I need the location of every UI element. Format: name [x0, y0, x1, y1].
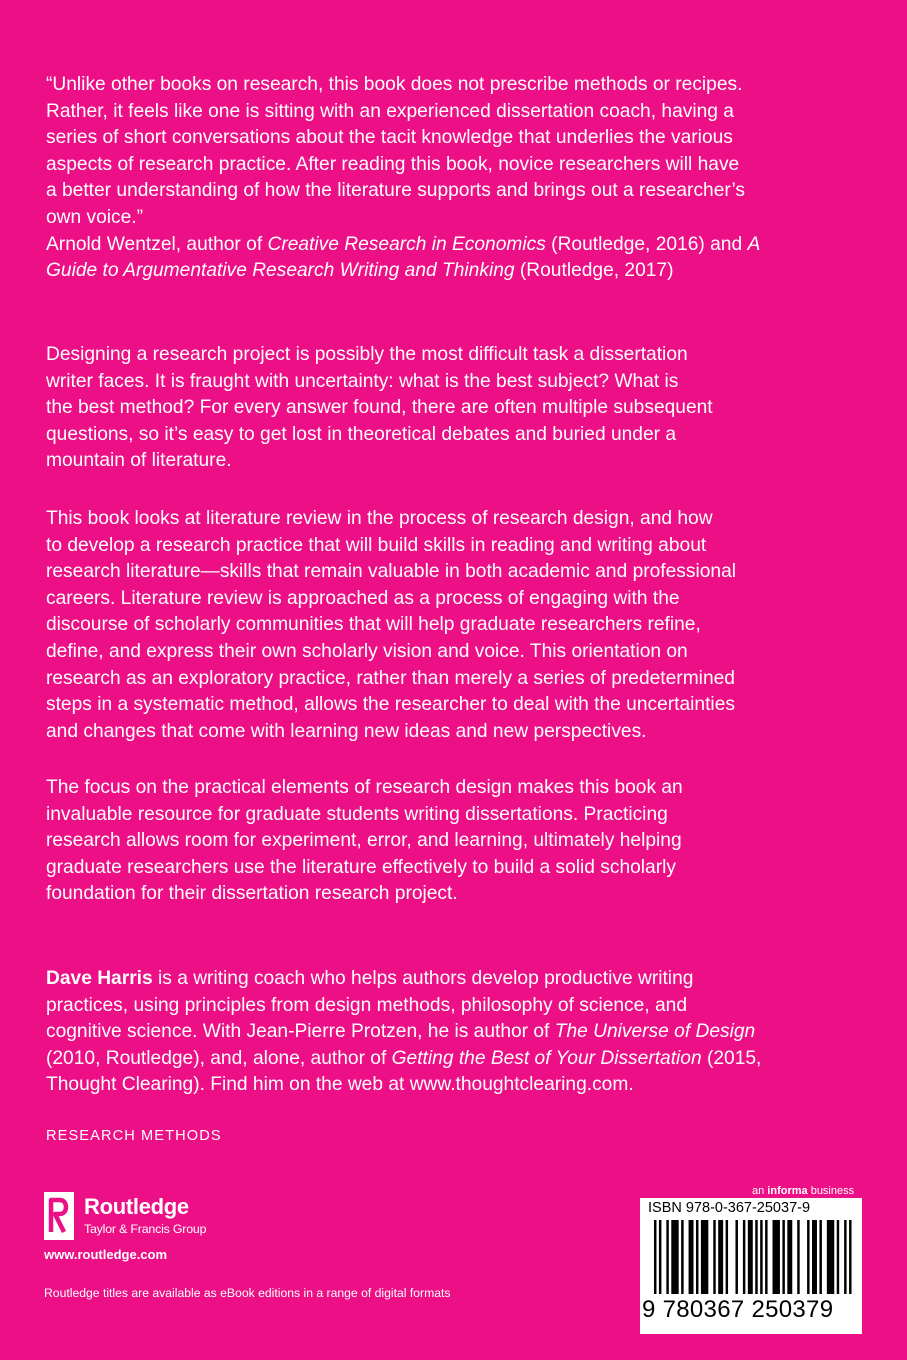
- text-line: and changes that come with learning new ideas and new perspectives.: [46, 720, 647, 742]
- text-line: Thought Clearing). Find him on the web at www.thoughtclearing.com.: [46, 1074, 634, 1096]
- text-line: The focus on the practical elements of research design makes this book an: [46, 777, 683, 798]
- text-line: discourse of scholarly communities that will help graduate researchers refine,: [46, 614, 701, 636]
- author-bio: [46, 966, 876, 1099]
- barcode-bar: [681, 1220, 683, 1294]
- quote-line: aspects of research practice. After reading this book, novice researchers will have: [46, 153, 740, 175]
- category-label: RESEARCH METHODS: [46, 1128, 222, 1144]
- barcode-bar: [849, 1220, 851, 1294]
- endorsement-quote: [46, 72, 876, 285]
- bio-text: cognitive science. With Jean-Pierre Protzen, he is author of: [46, 1021, 555, 1043]
- barcode-bars-icon: [654, 1220, 854, 1294]
- publisher-name: Routledge: [84, 1194, 189, 1219]
- quote-line: Rather, it feels like one is sitting with an experienced dissertation coach, having a: [46, 100, 734, 122]
- quote-line: own voice.”: [46, 206, 144, 228]
- text-line: the best method? For every answer found, there are often multiple subsequent: [46, 397, 713, 419]
- publisher-group: Taylor & Francis Group: [84, 1222, 207, 1236]
- text-line: [46, 1019, 876, 1046]
- text-line: foundation for their dissertation research project.: [46, 883, 458, 905]
- barcode-bar: [696, 1220, 698, 1294]
- text-line: steps in a systematic method, allows the researcher to deal with the uncertainties: [46, 694, 735, 716]
- quote-line: “Unlike other books on research, this book does not prescribe methods or recipes.: [46, 74, 743, 95]
- barcode-bar: [735, 1220, 737, 1294]
- text-line: research literature—skills that remain valuable in both academic and professional: [46, 561, 737, 583]
- barcode-bar: [755, 1220, 757, 1294]
- barcode-bar: [713, 1220, 715, 1294]
- description-paragraph-2: [46, 506, 876, 745]
- ebook-note: Routledge titles are available as eBook editions in a range of digital formats: [44, 1286, 451, 1300]
- book-title: A: [747, 233, 761, 255]
- text-line: [46, 1046, 876, 1073]
- informa-suffix: business: [807, 1185, 855, 1197]
- barcode-bar: [671, 1220, 678, 1294]
- barcode-bar: [812, 1220, 817, 1294]
- quote-attribution: [46, 258, 876, 285]
- barcode-bar: [666, 1220, 668, 1294]
- text-line: mountain of literature.: [46, 450, 232, 472]
- text-line: practices, using principles from design methods, philosophy of science, and: [46, 994, 687, 1016]
- text-line: research allows room for experiment, error, and learning, ultimately helping: [46, 830, 682, 852]
- text-line: define, and express their own scholarly vision and voice. This orientation on: [46, 640, 688, 662]
- barcode-bar: [743, 1220, 745, 1294]
- barcode-bar: [701, 1220, 708, 1294]
- book-title: The Universe of Design: [554, 1021, 756, 1043]
- text-line: writer faces. It is fraught with uncertainty: what is the best subject? What is: [46, 370, 679, 392]
- quote-attribution: [46, 232, 876, 259]
- barcode-bar: [689, 1220, 694, 1294]
- attribution-text: (Routledge, 2017): [514, 260, 674, 282]
- barcode-bar: [773, 1220, 780, 1294]
- book-title: Guide to Argumentative Research Writing and Thinking: [46, 260, 515, 282]
- quote-line: a better understanding of how the literature supports and brings out a researcher’s: [46, 180, 745, 202]
- barcode-bar: [659, 1220, 661, 1294]
- book-title: Getting the Best of Your Dissertation: [391, 1047, 702, 1069]
- barcode-bar: [748, 1220, 753, 1294]
- bio-text: (2010, Routledge), and, alone, author of: [46, 1047, 392, 1069]
- attribution-text: (Routledge, 2016) and: [545, 233, 748, 255]
- barcode-bar: [765, 1220, 767, 1294]
- attribution-prefix: Arnold Wentzel, author of: [46, 233, 268, 255]
- description-paragraph-3: [46, 775, 876, 908]
- informa-prefix: an: [752, 1185, 768, 1197]
- barcode-bar: [718, 1220, 723, 1294]
- author-name: Dave Harris: [46, 968, 153, 989]
- text-line: This book looks at literature review in the process of research design, and how: [46, 508, 713, 529]
- routledge-logo: [44, 1192, 224, 1242]
- text-line: careers. Literature review is approached as a process of engaging with the: [46, 587, 680, 609]
- barcode-bar: [787, 1220, 792, 1294]
- barcode-bar: [844, 1220, 846, 1294]
- barcode-bar: [807, 1220, 809, 1294]
- informa-brand: informa: [767, 1185, 808, 1197]
- bio-text: (2015,: [701, 1047, 762, 1069]
- text-line: questions, so it’s easy to get lost in theoretical debates and buried under a: [46, 423, 677, 445]
- informa-tagline: [752, 1185, 854, 1197]
- book-title: Creative Research in Economics: [267, 233, 546, 255]
- text-line: [46, 966, 876, 993]
- routledge-mark-icon: [44, 1192, 74, 1240]
- text-line: graduate researchers use the literature effectively to build a solid scholarly: [46, 856, 676, 878]
- text-line: to develop a research practice that will build skills in reading and writing about: [46, 534, 707, 556]
- barcode-bar: [654, 1220, 656, 1294]
- barcode-bar: [819, 1220, 821, 1294]
- barcode-bar: [782, 1220, 784, 1294]
- text-line: Designing a research project is possibly the most difficult task a dissertation: [46, 344, 688, 365]
- barcode-bar: [827, 1220, 834, 1294]
- barcode-bar: [726, 1220, 728, 1294]
- isbn-label: ISBN 978-0-367-25037-9: [648, 1200, 811, 1216]
- barcode-number: 9 780367 250379: [642, 1296, 834, 1323]
- barcode-bar: [760, 1220, 762, 1294]
- text-line: invaluable resource for graduate students writing dissertations. Practicing: [46, 803, 668, 825]
- quote-line: series of short conversations about the tacit knowledge that underlies the various: [46, 127, 733, 149]
- isbn-barcode: [640, 1198, 862, 1334]
- barcode-bar: [837, 1220, 839, 1294]
- description-paragraph-1: [46, 342, 876, 475]
- bio-text: is a writing coach who helps authors develop productive writing: [152, 968, 694, 989]
- barcode-bar: [797, 1220, 799, 1294]
- text-line: research as an exploratory practice, rather than merely a series of predetermined: [46, 667, 735, 689]
- publisher-website: www.routledge.com: [44, 1247, 168, 1262]
